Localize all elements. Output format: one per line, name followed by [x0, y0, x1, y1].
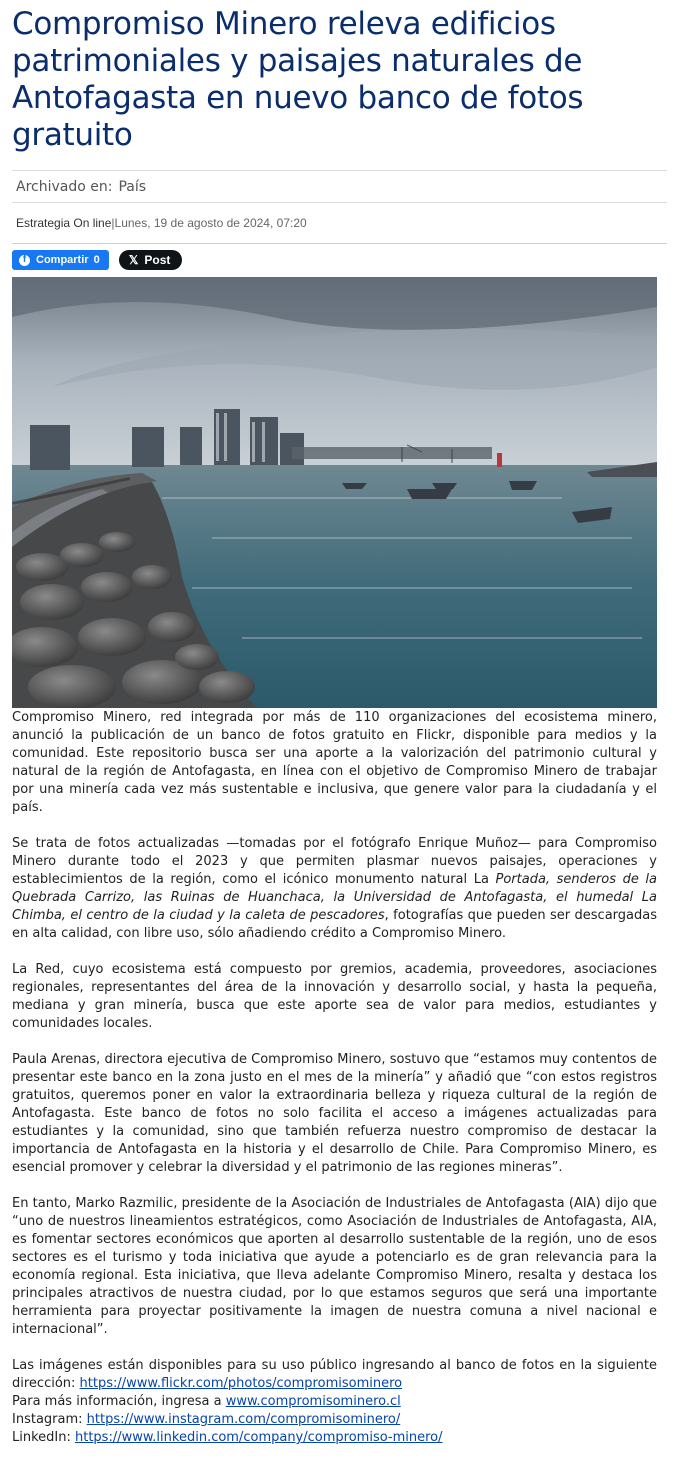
facebook-icon: f — [19, 255, 30, 266]
website-link[interactable]: www.compromisominero.cl — [225, 1394, 401, 1409]
archive-label: Archivado en: — [16, 178, 113, 195]
paragraph-2 — [12, 835, 657, 943]
linkedin-link[interactable]: https://www.linkedin.com/company/compromiso-minero/ — [75, 1430, 443, 1445]
share-bar — [12, 250, 667, 270]
info-line — [12, 1393, 657, 1411]
article-title: Compromiso Minero releva edificios patrimoniales y paisajes naturales de Antofagasta en nuevo banco de fotos gratuito — [12, 6, 584, 153]
facebook-share-count: 0 — [93, 254, 100, 266]
paragraph-2-part-b: , fotografías que pueden ser descargadas en alta calidad, con libre uso, sólo añadiendo crédito a Compromiso Minero. — [12, 908, 657, 941]
paragraph-1: Compromiso Minero, red integrada por más de 110 organizaciones del ecosistema minero, anunció la publicación de un banco de fotos gratuito en Flickr, disponible para medios y la comunidad. Este repositorio busca ser una aporte a la valorización del patrimonio cultural y natural de la región de Antofagasta, en línea con el objetivo de Compromiso Minero de trabajar por una minería cada vez más sustentable e inclusiva, que genere valor para la ciudadanía y el país. — [12, 710, 657, 815]
article-source: Estrategia On line — [16, 216, 112, 230]
paragraph-2-emphasis: Portada, senderos de la Quebrada Carrizo, las Ruinas de Huanchaca, la Universidad de Antofagasta, el humedal La Chimba, el centro de la ciudad y la caleta de pescadores — [12, 872, 658, 923]
byline — [12, 203, 667, 244]
paragraph-2-part-a: Se trata de fotos actualizadas —tomadas por el fotógrafo Enrique Muñoz— para Compromiso Minero durante todo el 2023 y que permiten plasmar nuevos paisajes, operaciones y establecimientos de la región, como el icónico monumento natural La — [12, 836, 657, 887]
archive-bar — [12, 170, 667, 203]
article-date: Lunes, 19 de agosto de 2024, 07:20 — [114, 216, 307, 230]
article — [12, 0, 667, 1445]
paragraph-3: La Red, cuyo ecosistema está compuesto por gremios, academia, proveedores, asociaciones regionales, representantes del área de la innovación y desarrollo social, y hasta la pequeña, mediana y gran minería, busca que este aporte sea de valor para medios, estudiantes y comunidades locales. — [12, 962, 657, 1031]
article-body — [12, 709, 657, 1447]
x-post-label: Post — [144, 253, 171, 267]
archive-category-link[interactable]: País — [118, 178, 147, 195]
links-section — [12, 1357, 657, 1447]
instagram-line — [12, 1411, 657, 1429]
instagram-label: Instagram: — [12, 1412, 87, 1427]
linkedin-label: LinkedIn: — [12, 1430, 75, 1445]
flickr-link[interactable]: https://www.flickr.com/photos/compromisominero — [79, 1376, 403, 1391]
harbor-photo — [12, 277, 657, 708]
byline-separator: | — [111, 216, 115, 230]
harbor-photo-illustration — [12, 277, 657, 708]
flickr-intro: Las imágenes están disponibles para su uso público ingresando al banco de fotos en la siguiente dirección: — [12, 1358, 657, 1391]
facebook-share-button[interactable] — [12, 250, 109, 270]
paragraph-4: Paula Arenas, directora ejecutiva de Compromiso Minero, sostuvo que “estamos muy contentos de presentar este banco en la zona justo en el mes de la minería” y añadió que “con estos registros gratuitos, queremos poner en valor la extraordinaria belleza y riqueza cultural de la región de Antofagasta. Este banco de fotos no solo facilita el acceso a imágenes actualizadas para estudiantes y la comunidad, sino que también refuerza nuestro compromiso de destacar la importancia de Antofagasta en la historia y el desarrollo de Chile. Para Compromiso Minero, es esencial promover y celebrar la diversidad y el patrimonio de las regiones mineras”. — [12, 1052, 657, 1175]
linkedin-line — [12, 1429, 657, 1447]
instagram-link[interactable]: https://www.instagram.com/compromisominero/ — [86, 1412, 401, 1427]
paragraph-5: En tanto, Marko Razmilic, presidente de la Asociación de Industriales de Antofagasta (AIA) dijo que “uno de nuestros lineamientos estratégicos, como Asociación de Industriales de Antofagasta, AIA, es fomentar sectores económicos que aporten al desarrollo sustentable de la región, uno de esos sectores es el turismo y toda iniciativa que ayude a potenciarlo es de gran relevancia para la economía regional. Esta iniciativa, que lleva adelante Compromiso Minero, resalta y destaca los principales atractivos de nuestra ciudad, por lo que estamos seguros que será una importante herramienta para proyectar positivamente la imagen de nuestra comuna a nivel nacional e internacional”. — [12, 1196, 657, 1337]
info-label: Para más información, ingresa a — [12, 1394, 226, 1409]
facebook-share-label: Compartir — [36, 254, 89, 266]
flickr-line — [12, 1357, 657, 1393]
x-post-button[interactable] — [119, 250, 183, 270]
x-logo-icon: 𝕏 — [128, 253, 139, 267]
